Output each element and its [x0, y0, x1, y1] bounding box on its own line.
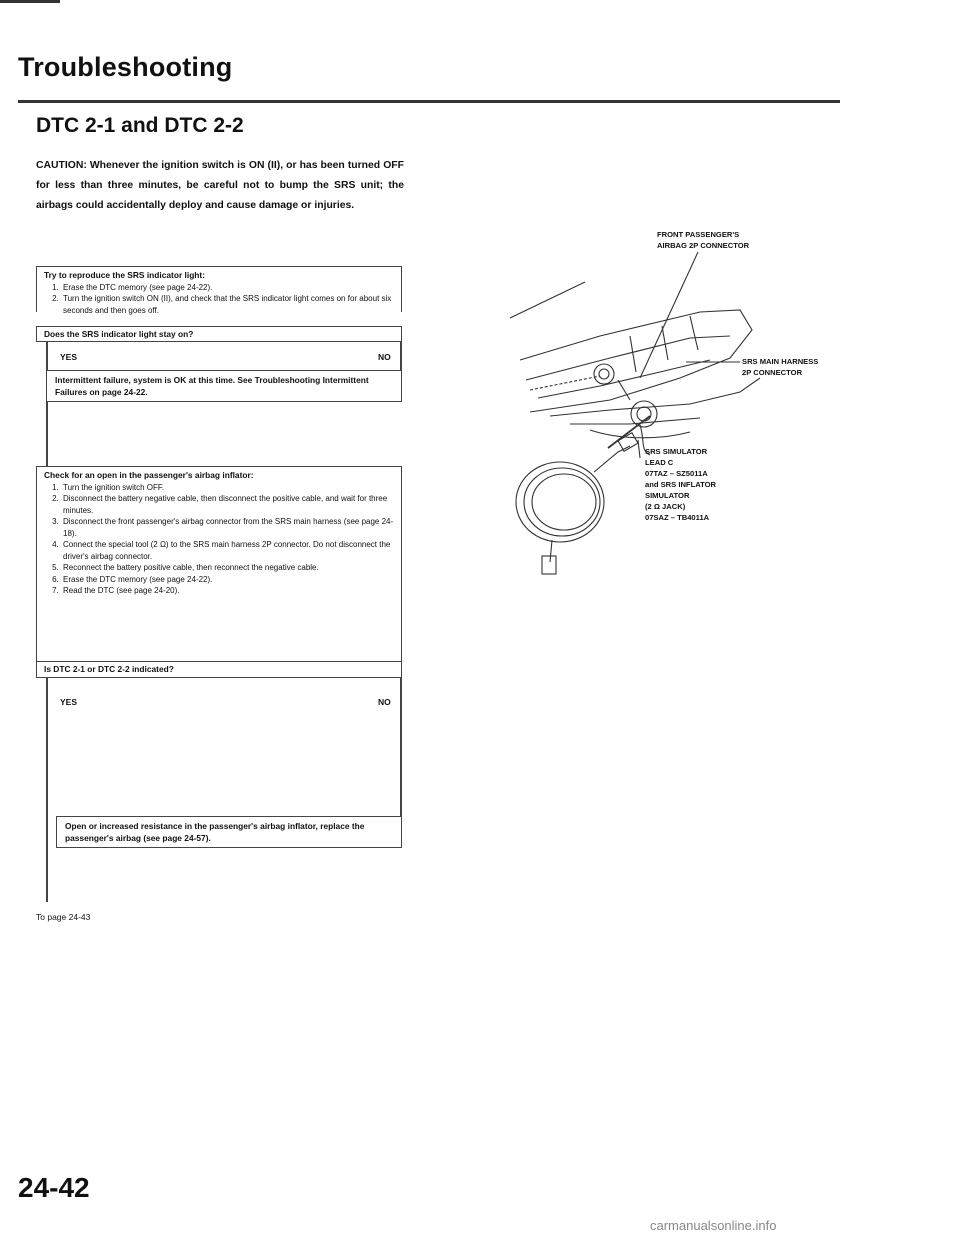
- page-number: 24-42: [18, 1172, 90, 1203]
- to-page-reference: To page 24-43: [36, 912, 91, 922]
- flow-box-open-check-steps: [37, 482, 401, 599]
- flow-connector: [400, 678, 402, 816]
- label-srs-main-harness: SRS MAIN HARNESS 2P CONNECTOR: [742, 357, 819, 377]
- label-srs-simulator: SRS SIMULATOR LEAD C 07TAZ – SZ5011A and SRS INFLATOR SIMULATOR (2 Ω JACK) 07SAZ – TB4011A: [645, 447, 717, 522]
- step-item: 1. Turn the ignition switch OFF.: [61, 482, 394, 494]
- flow-box-reproduce-heading: Try to reproduce the SRS indicator light:: [44, 270, 206, 280]
- branch-1-yes-label: YES: [60, 352, 78, 362]
- label-front-passenger-connector: FRONT PASSENGER'S AIRBAG 2P CONNECTOR: [657, 230, 750, 250]
- branch-2-yes-label: YES: [60, 697, 78, 707]
- step-item: 5. Reconnect the battery positive cable, then reconnect the negative cable.: [61, 562, 394, 574]
- branch-2-no-label: NO: [378, 697, 391, 707]
- caution-text: CAUTION: Whenever the ignition switch is ON (II), or has been turned OFF for less than three minutes, be careful not to bump the SRS unit; the airbags could accidentally deploy and cause damage or injuries.: [36, 160, 404, 211]
- flow-connector: [400, 342, 402, 370]
- step-item: 3. Disconnect the front passenger's airbag connector from the SRS main harness (see page 24-18).: [61, 516, 394, 539]
- step-item: 1. Erase the DTC memory (see page 24-22).: [61, 282, 394, 294]
- flow-box-open-check: [36, 466, 402, 678]
- title-rule: [18, 100, 840, 103]
- top-corner-rule: [0, 0, 60, 3]
- page-title: Troubleshooting: [18, 52, 233, 82]
- flow-box-open-check-heading: Check for an open in the passenger's airbag inflator:: [44, 470, 254, 480]
- intermittent-result-text: Intermittent failure, system is OK at this time. See Troubleshooting Intermittent Failures on page 24-22.: [55, 375, 369, 397]
- step-item: 6. Erase the DTC memory (see page 24-22).: [61, 574, 394, 586]
- step-item: 2. Turn the ignition switch ON (II), and check that the SRS indicator light comes on for about six seconds and then goes off.: [61, 293, 394, 316]
- flow-box-reproduce: [36, 266, 402, 315]
- flow-question-2: Is DTC 2-1 or DTC 2-2 indicated?: [37, 661, 401, 677]
- step-item: 4. Connect the special tool (2 Ω) to the SRS main harness 2P connector. Do not disconnect the driver's airbag connector.: [61, 539, 394, 562]
- watermark-text: carmanualsonline.info: [650, 1218, 777, 1233]
- section-subtitle: DTC 2-1 and DTC 2-2: [36, 114, 244, 137]
- flow-question-1-box: [36, 326, 402, 342]
- flow-box-replace-airbag: [56, 816, 402, 848]
- step-item: 7. Read the DTC (see page 24-20).: [61, 585, 394, 597]
- flow-box-reproduce-steps: [37, 282, 401, 319]
- flow-box-intermittent: [46, 370, 402, 402]
- airbag-connector-illustration: [490, 240, 870, 580]
- branch-1-no-label: NO: [378, 352, 391, 362]
- flow-question-1: Does the SRS indicator light stay on?: [44, 329, 194, 339]
- replace-airbag-result-text: Open or increased resistance in the passenger's airbag inflator, replace the passenger's airbag (see page 24-57).: [65, 821, 365, 843]
- step-item: 2. Disconnect the battery negative cable, then disconnect the positive cable, and wait for three minutes.: [61, 493, 394, 516]
